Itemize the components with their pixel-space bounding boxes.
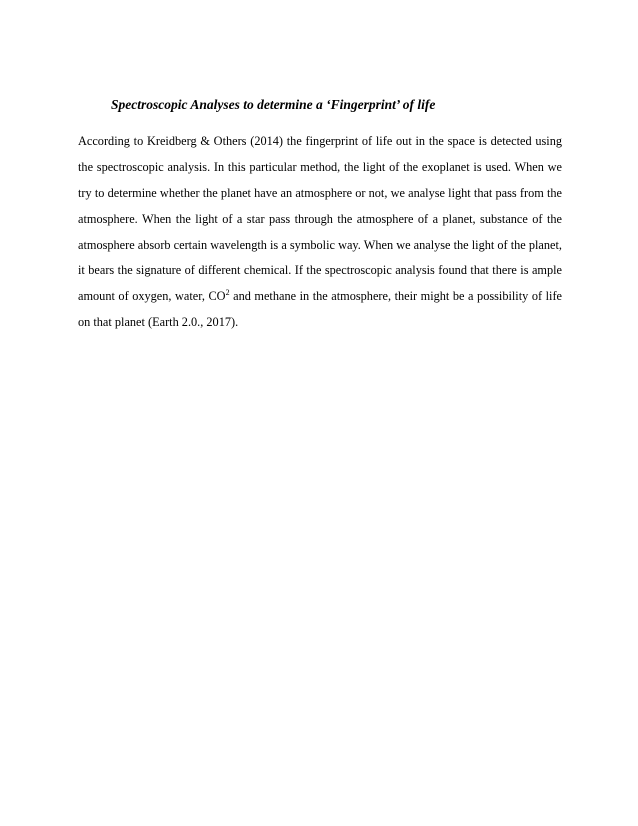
subscript-two: 2 — [225, 288, 230, 297]
line-text-after: and methane in the atmosphere, their might be a possibility of life — [229, 289, 563, 303]
line-text-before: amount of oxygen, water, CO — [78, 289, 226, 303]
paragraph-line: According to Kreidberg & Others (2014) the fingerprint of life out in the space is detected using — [78, 134, 562, 148]
paragraph-line: the spectroscopic analysis. In this particular method, the light of the exoplanet is used. When we — [78, 160, 562, 174]
paragraph-line — [78, 288, 562, 304]
section-heading: Spectroscopic Analyses to determine a ‘Fingerprint’ of life — [111, 97, 436, 112]
paragraph-line-last: on that planet (Earth 2.0., 2017). — [78, 315, 239, 329]
paragraph-line: try to determine whether the planet have an atmosphere or not, we analyse light that pass from the — [78, 186, 562, 200]
paragraph-line: atmosphere absorb certain wavelength is a symbolic way. When we analyse the light of the planet, — [78, 238, 562, 252]
paragraph-line: atmosphere. When the light of a star pass through the atmosphere of a planet, substance of the — [78, 212, 562, 226]
paragraph-line: it bears the signature of different chemical. If the spectroscopic analysis found that there is ample — [78, 263, 562, 277]
